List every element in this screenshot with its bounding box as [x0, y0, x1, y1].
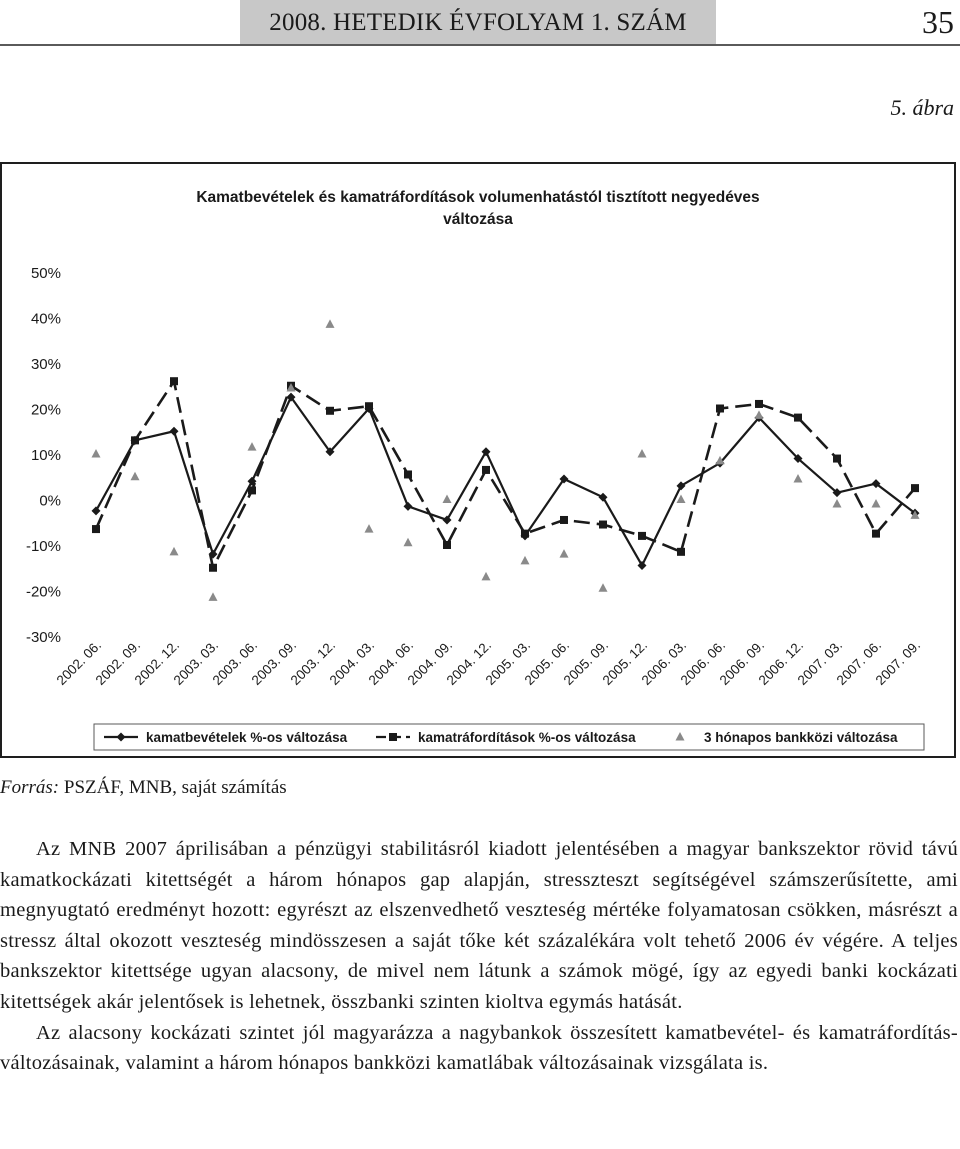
series-2-point: [716, 405, 724, 413]
series-3-point: [638, 449, 647, 458]
y-tick-label: 10%: [30, 447, 61, 464]
x-tick-label: 2004. 09.: [404, 637, 456, 688]
series-3-point: [482, 572, 491, 581]
series-2-point: [248, 486, 256, 494]
series-1-point: [638, 561, 647, 570]
x-tick-label: 2004. 06.: [365, 637, 417, 688]
legend-marker-3: [676, 732, 685, 741]
series-1-point: [170, 427, 179, 436]
series-3-point: [521, 556, 530, 565]
x-tick-label: 2005. 12.: [599, 637, 651, 688]
y-tick-label: 20%: [30, 401, 61, 419]
series-2-point: [170, 377, 178, 385]
x-tick-label: 2006. 12.: [755, 637, 807, 688]
series-2-point: [482, 466, 490, 474]
legend-marker-2: [389, 733, 397, 741]
x-tick-label: 2003. 03.: [170, 637, 222, 688]
series-2-point: [365, 402, 373, 410]
y-tick-label: 40%: [30, 310, 61, 328]
series-2-point: [443, 541, 451, 549]
x-tick-label: 2002. 06.: [53, 637, 105, 688]
series-2-point: [638, 532, 646, 540]
y-tick-label: -20%: [25, 583, 61, 601]
journal-issue-line: 2008. HETEDIK ÉVFOLYAM 1. SZÁM: [269, 9, 687, 36]
series-3-point: [92, 449, 101, 458]
series-3-point: [404, 538, 413, 547]
series-2-point: [677, 548, 685, 556]
series-3-point: [209, 592, 218, 601]
x-tick-label: 2003. 12.: [287, 637, 339, 688]
series-3-point: [248, 442, 257, 451]
series-1-point: [599, 493, 608, 502]
legend-marker-1: [117, 733, 126, 742]
series-3-point: [677, 495, 686, 504]
header-rule: [0, 44, 960, 46]
y-tick-label: 30%: [30, 356, 61, 373]
series-2-point: [833, 455, 841, 463]
series-2-point: [794, 414, 802, 422]
source-note: [0, 777, 287, 799]
series-3-point: [599, 583, 608, 592]
x-tick-label: 2005. 06.: [521, 637, 573, 688]
x-tick-label: 2006. 06.: [677, 637, 729, 688]
series-2-point: [326, 407, 334, 415]
series-line-1: [96, 397, 915, 565]
series-2-point: [92, 525, 100, 533]
series-3-point: [833, 499, 842, 508]
source-text: PSZÁF, MNB, saját számítás: [63, 777, 287, 798]
legend-label: 3 hónapos bankközi változása: [704, 730, 898, 745]
series-1-point: [92, 506, 101, 515]
legend-label: kamatbevételek %-os változása: [146, 730, 348, 745]
series-2-point: [404, 470, 412, 478]
paragraph: Az alacsony kockázati szintet jól magyarázza a nagybankok összesített kamatbevétel- és kamatráfordítás-változásainak, valamint a három hónapos bankközi kamatlábak változásainak vizsgálata is.: [0, 1021, 958, 1075]
series-1-point: [677, 481, 686, 490]
x-tick-label: 2006. 09.: [716, 637, 768, 688]
series-2-point: [755, 400, 763, 408]
chart-title-line: változása: [443, 211, 513, 228]
x-tick-label: 2005. 03.: [482, 637, 534, 688]
series-1-point: [443, 515, 452, 524]
x-tick-label: 2005. 09.: [560, 637, 612, 688]
series-1-point: [404, 502, 413, 511]
body-text: [0, 834, 958, 1079]
chart-title-line: Kamatbevételek és kamatráfordítások volumenhatástól tisztított negyedéves: [196, 189, 760, 206]
figure-label: 5. ábra: [890, 95, 954, 120]
series-1-point: [482, 447, 491, 456]
x-tick-label: 2007. 09.: [872, 637, 924, 688]
series-3-point: [794, 474, 803, 483]
page-number: 35: [922, 4, 954, 40]
series-3-point: [365, 524, 374, 533]
series-3-point: [560, 549, 569, 558]
series-2-point: [872, 530, 880, 538]
y-tick-label: -30%: [25, 629, 61, 646]
series-2-point: [521, 530, 529, 538]
paragraph: Az MNB 2007 áprilisában a pénzügyi stabilitásról kiadott jelentésében a magyar bankszektor rövid távú kamatkockázati kitettségét a három hónapos gap alapján, stresszteszt segítségével számszerűsítette, ami megnyugtató eredményt hozott: egyrészt az elszenvedhető veszteség mértéke folyamatosan csökken, másrészt a stressz által okozott veszteség mindösszesen a saját tőke két százalékára volt tehető 2006 év végére. A teljes bankszektor kitettsége ugyan alacsony, de mivel nem látunk a számok mögé, így az egyedi banki kockázati kitettségek akár jelentősek is lehetnek, összbanki szinten kioltva egymás hatását.: [0, 838, 958, 1013]
series-3-point: [872, 499, 881, 508]
x-tick-label: 2007. 03.: [794, 637, 846, 688]
series-2-point: [911, 484, 919, 492]
x-tick-label: 2004. 03.: [326, 637, 378, 688]
series-3-point: [326, 319, 335, 328]
y-tick-label: 50%: [30, 265, 61, 282]
series-2-point: [560, 516, 568, 524]
x-tick-label: 2003. 09.: [248, 637, 300, 688]
legend-label: kamatráfordítások %-os változása: [418, 730, 636, 745]
x-tick-label: 2006. 03.: [638, 637, 690, 688]
chart-figure: [0, 162, 956, 758]
y-tick-label: -10%: [25, 538, 61, 555]
x-tick-label: 2002. 12.: [131, 637, 183, 688]
series-2-point: [209, 564, 217, 572]
x-tick-label: 2003. 06.: [209, 637, 261, 688]
x-tick-label: 2004. 12.: [443, 637, 495, 688]
source-label: Forrás:: [0, 777, 60, 798]
series-3-point: [170, 547, 179, 556]
x-tick-label: 2007. 06.: [833, 637, 885, 688]
series-2-point: [131, 436, 139, 444]
series-3-point: [755, 410, 764, 419]
series-3-point: [443, 495, 452, 504]
x-tick-label: 2002. 09.: [92, 637, 144, 688]
y-tick-label: 0%: [39, 492, 61, 510]
series-2-point: [599, 521, 607, 529]
series-3-point: [131, 472, 140, 481]
series-line-2: [96, 381, 915, 568]
